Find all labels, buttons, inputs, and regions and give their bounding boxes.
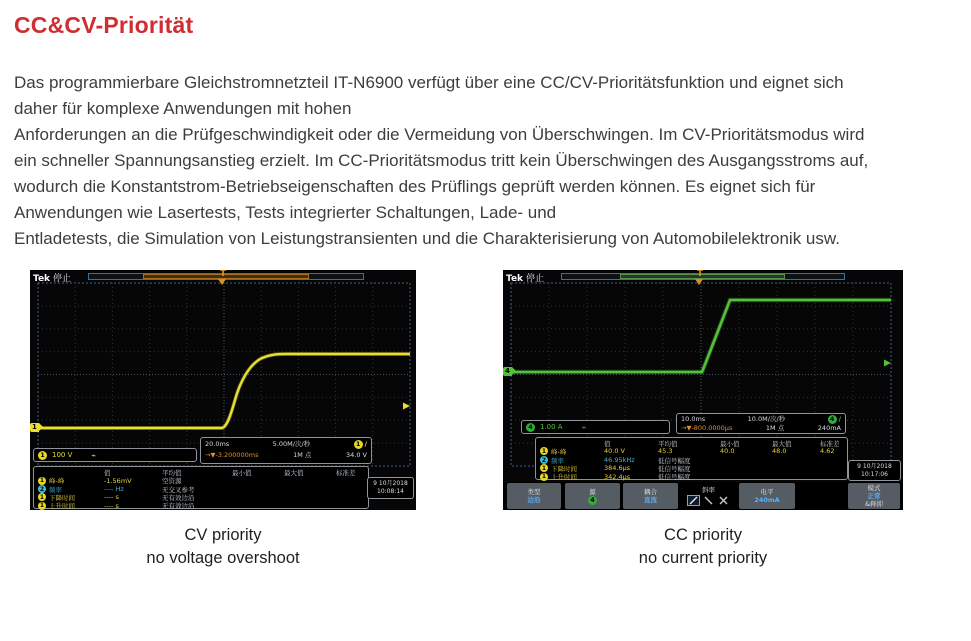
trigger-position: →▼-3.200000ms xyxy=(205,451,259,459)
scope-status xyxy=(506,271,544,284)
time-per-div: 20.0ms xyxy=(205,440,230,448)
paragraph-line: wodurch die Konstantstrom-Betriebseigenschaften des Prüflings geprüft werden können. Es eignet sich für xyxy=(14,177,816,196)
tek-logo: Tek xyxy=(506,274,524,284)
figure-caption-cc: CC priority no current priority xyxy=(638,526,768,567)
scope-status xyxy=(33,271,71,284)
menu-button-mode: 模式 正常 &释抑 xyxy=(848,483,900,509)
trigger-slope-icon: / xyxy=(364,440,367,448)
channel-badge: 1 xyxy=(38,451,47,460)
oscilloscope-screenshot-cc xyxy=(503,270,903,510)
time-per-div: 10.0ms xyxy=(681,415,706,423)
menu-button-level: 电平 240mA xyxy=(739,483,795,509)
timebase-readout xyxy=(200,437,372,464)
rising-slope-icon xyxy=(687,495,700,506)
tek-logo: Tek xyxy=(33,274,51,284)
measurement-row: 1 峰-峰 -1.56mV 空资源 xyxy=(39,476,182,486)
trigger-menu-bar xyxy=(503,482,903,510)
meas-src-badge: 2 xyxy=(541,456,547,464)
menu-button-slope: 斜率 xyxy=(681,483,736,509)
measurement-row: 1 下降时间 384.6µs 低信号幅度 xyxy=(541,464,691,473)
trigger-position-marker: T xyxy=(220,270,227,279)
channel-ground-marker: 1 xyxy=(32,423,37,431)
meas-src-badge: 1 xyxy=(39,502,45,510)
record-length: 1M 点 xyxy=(293,451,312,459)
paragraph-line: Anforderungen an die Prüfgeschwindigkeit oder die Vermeidung von Überschwingen. Im CV-Prioritätsmodus wird xyxy=(14,125,865,144)
acquisition-status: 停止 xyxy=(53,274,72,284)
trigger-source-badge: 1 xyxy=(354,440,363,449)
measurement-row: 1 下降时间 ---- s 无有效边沿 xyxy=(39,493,195,502)
scope-date: 9 10月2018 xyxy=(373,480,408,487)
oscilloscope-screenshot-cv xyxy=(30,270,416,510)
meas-src-badge: 2 xyxy=(39,485,45,493)
measurement-row: 1 峰-峰 40.0 V 45.3 40.0 48.0 4.62 xyxy=(541,447,835,456)
trigger-level: 240mA xyxy=(817,424,841,432)
menu-button-coupling: 耦合 直流 xyxy=(623,483,678,509)
trigger-level: 34.0 V xyxy=(346,451,367,459)
measurement-row: 2 频率 46.95kHz 低信号幅度 xyxy=(541,456,691,465)
acquisition-status: 停止 xyxy=(526,274,545,284)
measurement-table xyxy=(535,437,848,480)
menu-button-type: 类型 边沿 xyxy=(507,483,561,509)
either-slope-icon xyxy=(717,495,730,506)
datetime-box xyxy=(367,477,414,499)
channel-readout xyxy=(33,448,197,462)
scope-date: 9 10月2018 xyxy=(857,463,892,470)
trigger-source-badge: 4 xyxy=(828,415,837,424)
trigger-level-arrow xyxy=(884,360,891,367)
datetime-box xyxy=(848,460,901,481)
scope-time: 10:17:06 xyxy=(861,471,888,478)
measurement-table xyxy=(33,466,369,509)
sample-rate: 5.00M/次/秒 xyxy=(272,440,311,448)
meas-src-badge: 1 xyxy=(541,464,547,472)
paragraph-line: Das programmierbare Gleichstromnetzteil IT-N6900 verfügt über eine CC/CV-Prioritätsfunktion und eignet sich xyxy=(14,73,844,92)
channel-scale: 1.00 A xyxy=(540,423,563,431)
trigger-slope-icon: / xyxy=(838,415,841,423)
expansion-point-icon xyxy=(695,279,703,285)
channel-ground-marker: 4 xyxy=(505,367,510,375)
expansion-point-icon xyxy=(218,279,226,285)
measurement-row: 1 上升时间 342.4µs 低信号幅度 xyxy=(541,472,691,482)
channel-badge: 4 xyxy=(526,423,535,432)
meas-src-badge: 1 xyxy=(541,473,547,481)
cv-voltage-trace-glow xyxy=(38,354,410,428)
measurement-header: 值 平均值 最小值 最大值 标准差 xyxy=(604,440,840,448)
measurement-header: 值 平均值 最小值 最大值 标准差 xyxy=(104,469,356,477)
figure-caption-cv: CV priority no voltage overshoot xyxy=(146,526,300,567)
meas-src-badge: 1 xyxy=(541,447,547,455)
source-channel-badge: 4 xyxy=(588,496,597,505)
falling-slope-icon xyxy=(702,495,715,506)
menu-button-source: 源 4 xyxy=(565,483,620,509)
paragraph-line: Entladetests, die Simulation von Leistungstransienten und die Charakterisierung von Automobilelektronik usw. xyxy=(14,229,840,248)
measurement-row: 2 频率 ---- Hz 无交叉参考 xyxy=(39,485,195,494)
meas-src-badge: 1 xyxy=(39,493,45,501)
paragraph-line: daher für komplexe Anwendungen mit hohen xyxy=(14,99,352,118)
meas-src-badge: 1 xyxy=(39,477,45,485)
trigger-position: →▼-800.0000µs xyxy=(681,424,733,432)
measurement-row: 1 上升时间 ---- s 无有效边沿 xyxy=(39,501,195,510)
record-length: 1M 点 xyxy=(765,424,785,432)
channel-scale: 100 V xyxy=(52,451,73,459)
trigger-position-marker: T xyxy=(697,270,704,279)
timebase-readout xyxy=(676,413,846,434)
page-title: CC&CV-Priorität xyxy=(14,12,194,38)
intro-paragraph xyxy=(14,70,868,252)
probe-icon: ⌁ xyxy=(581,422,587,432)
paragraph-line: Anwendungen wie Lasertests, Tests integrierter Schaltungen, Lade- und xyxy=(14,203,557,222)
probe-icon: ⌁ xyxy=(91,450,97,460)
sample-rate: 10.0M/次/秒 xyxy=(747,415,786,423)
trigger-level-arrow xyxy=(403,403,410,410)
cv-voltage-trace xyxy=(38,354,410,428)
scope-time: 10:08:14 xyxy=(377,488,404,495)
paragraph-line: ein schneller Spannungsanstieg erzielt. Im CC-Prioritätsmodus tritt kein Überschwingen des Ausgangsstroms auf, xyxy=(14,151,869,170)
channel-readout xyxy=(521,420,670,434)
